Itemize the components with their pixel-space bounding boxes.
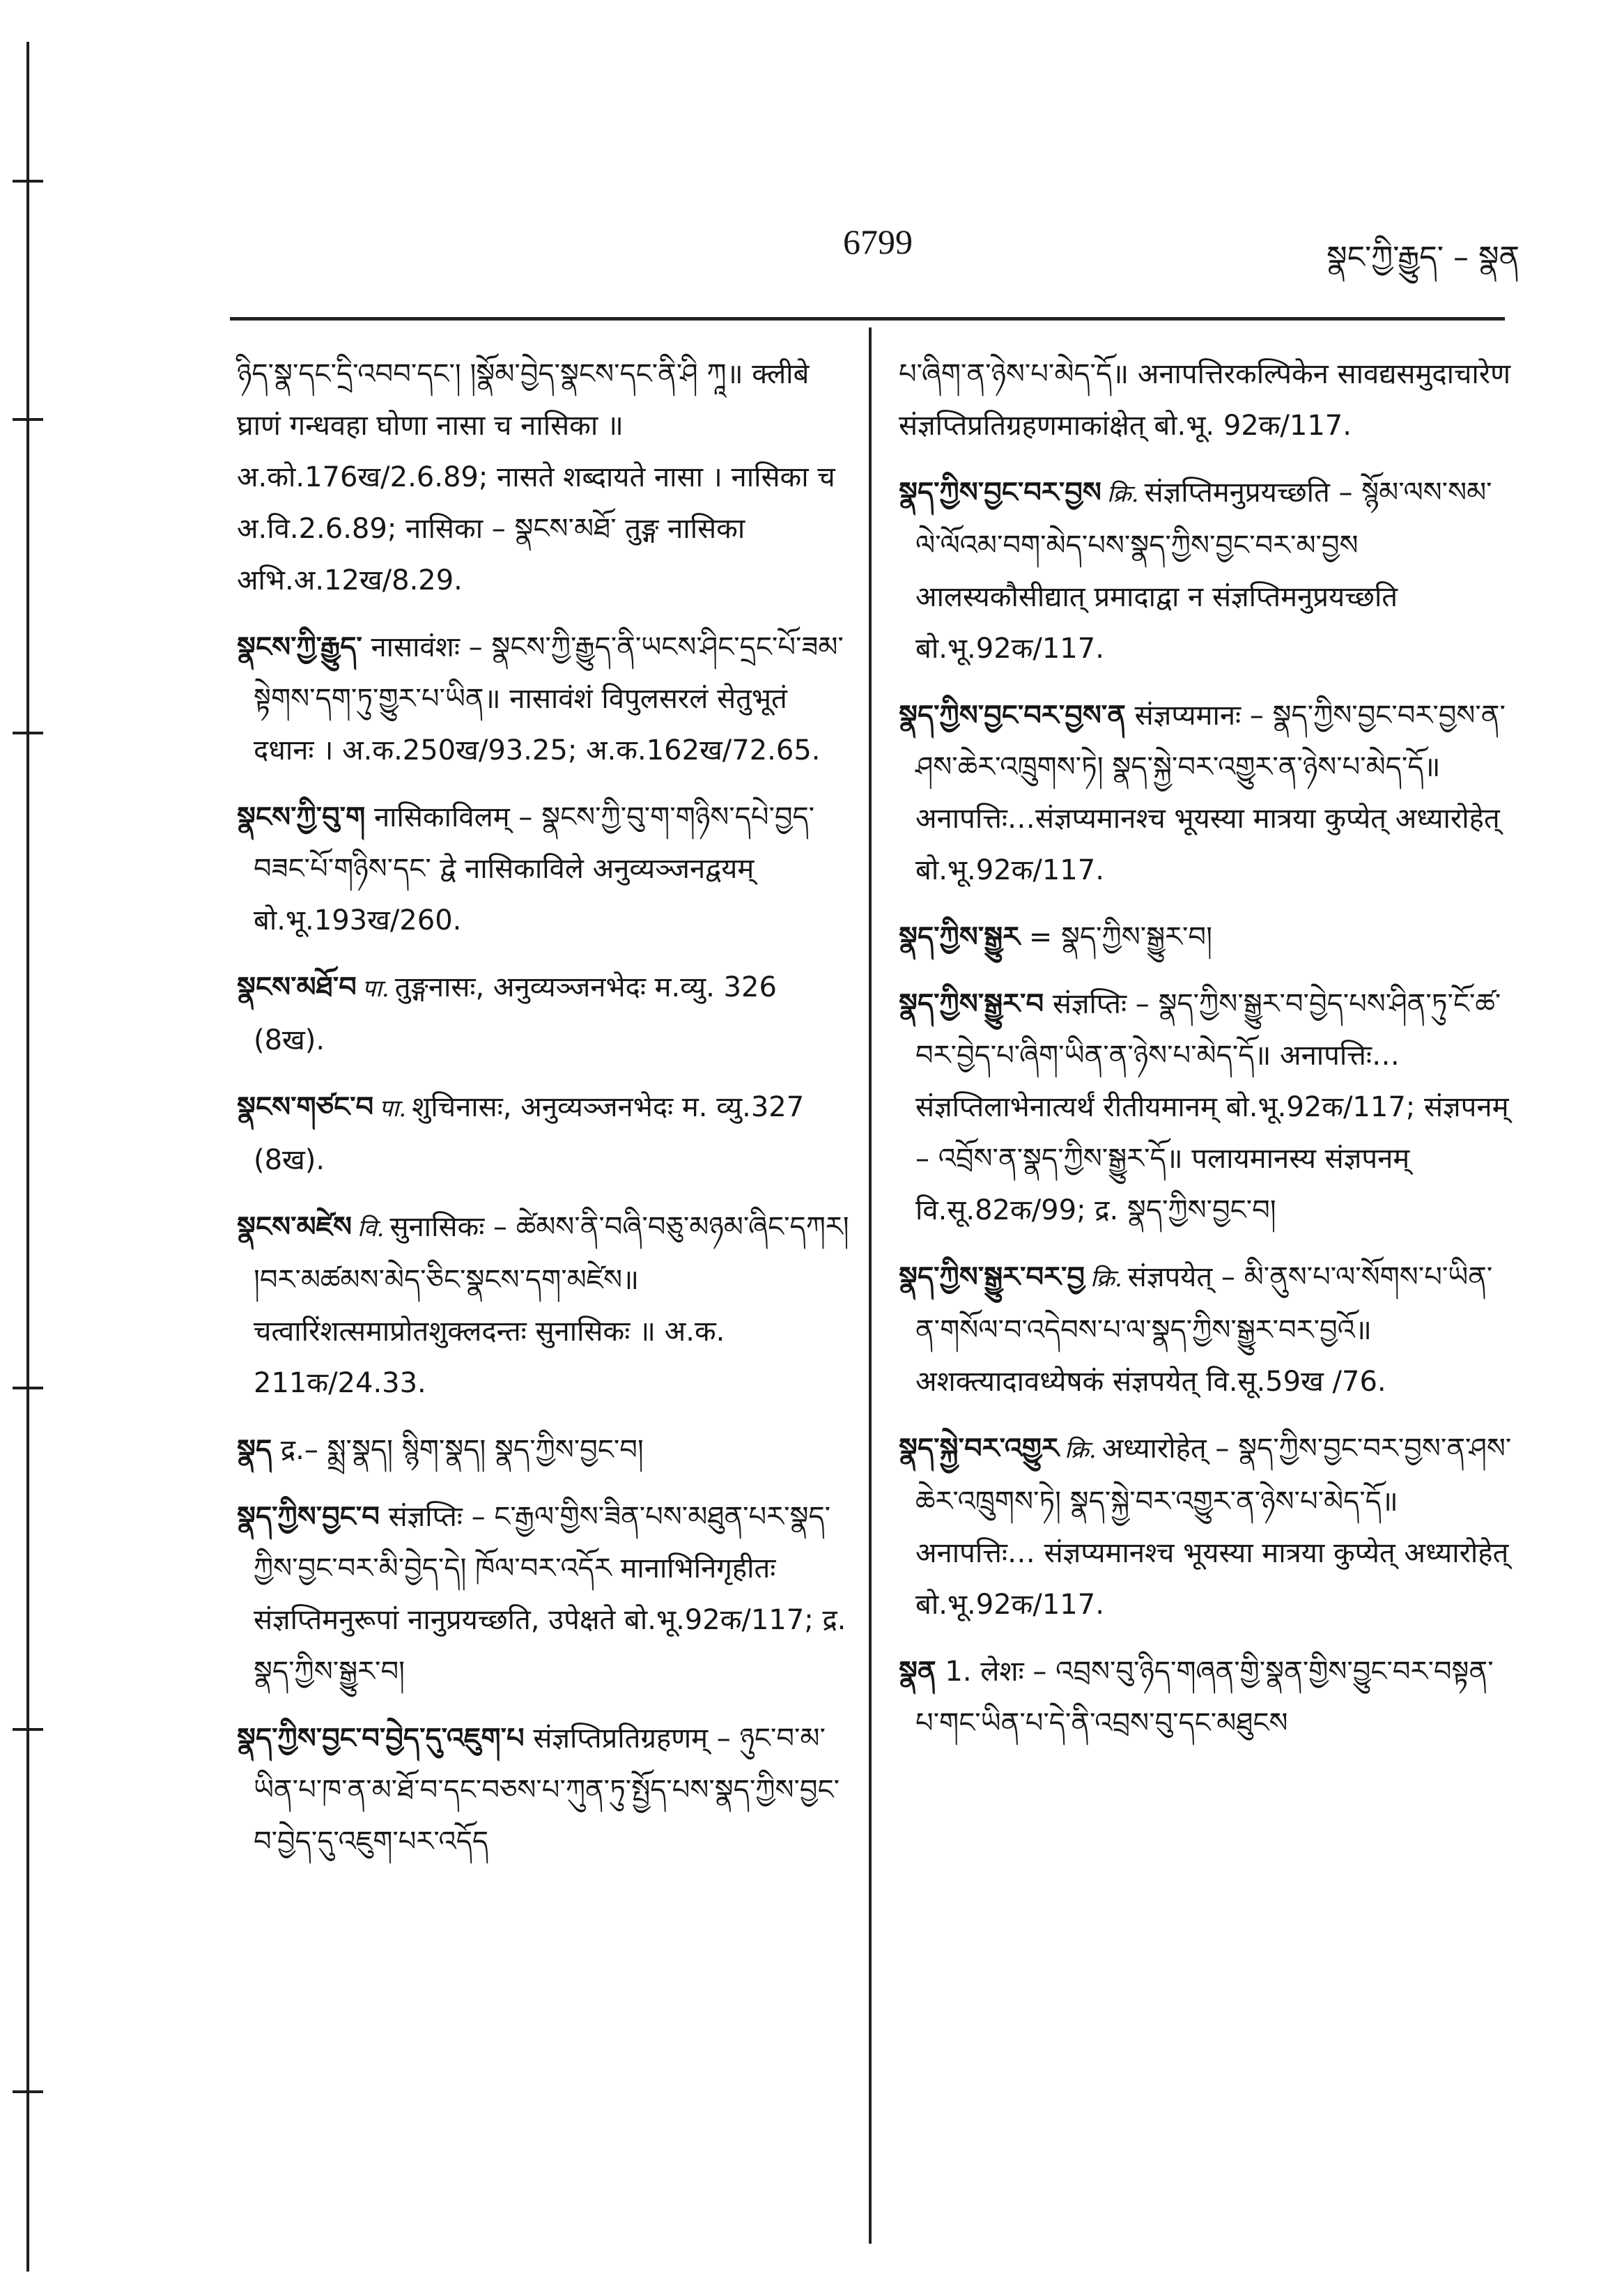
dictionary-entry xyxy=(899,467,1512,674)
entry-text: अध्यारोहेत् – སྣད་ཀྱིས་བྱང་བར་བྱས་ན་ཤས་ཆེར་འཁྲུགས་ཏེ། སྣད་སྐྱེ་བར་འགྱུར་ན་ཉེས་པ་མེད་དོ॥ अनापत्तिः… संज्ञप्यमानश्च भूयस्या मात्रया कुप्येत् अध्यारोहेत् बो.भू.92क/117. xyxy=(915,1433,1512,1621)
header-rule xyxy=(230,317,1505,321)
entry-text: तुङ्गनासः, अनुव्यञ्जनभेदः म.व्यु. 326 (8ख). xyxy=(254,971,777,1056)
headword: སྣད་ཀྱིས་སྒྱུར་བར་བྱ xyxy=(899,1261,1085,1293)
dictionary-entry xyxy=(899,978,1512,1236)
dictionary-entry xyxy=(237,1491,850,1697)
dictionary-entry xyxy=(237,1081,850,1186)
entry-text: संज्ञप्यमानः – སྣད་ཀྱིས་བྱང་བར་བྱས་ན་ཤས་ཆེར་འཁྲུགས་ཏེ། སྣད་སྐྱེ་བར་འགྱུར་ན་ཉེས་པ་མེད་དོ॥ अनापत्तिः…संज्ञप्यमानश्च भूयस्या मात्रया कुप्येत् अध्यारोहेत् बो.भू.92क/117. xyxy=(915,700,1506,886)
headword: སྣད་ཀྱིས་བྱང་བ xyxy=(237,1501,380,1533)
dictionary-entry xyxy=(899,690,1512,896)
dictionary-entry xyxy=(237,1713,850,1867)
margin-tick-6 xyxy=(13,2090,43,2093)
headword: སྣངས་ཀྱི་བུ་ག xyxy=(237,801,366,833)
dictionary-entry xyxy=(899,1423,1512,1630)
headword: སྣངས་མཐོ་བ xyxy=(237,971,357,1003)
headword: སྣད་ཀྱིས་སྒྱུར xyxy=(899,921,1021,953)
entry-text: संज्ञप्तिः – ང་རྒྱལ་གྱིས་ཟིན་པས་མཐུན་པར་སྣད་ཀྱིས་བྱང་བར་མི་བྱེད་དེ། ཁོལ་བར་འདོར मानाभिनिगृहीतः संज्ञप्तिमनुरूपां नानुप्रयच्छति, उपेक्षते बो.भू.92क/117; द्र. སྣད་ཀྱིས་སྒྱུར་བ། xyxy=(254,1501,846,1688)
dictionary-entry xyxy=(899,911,1512,963)
entry-text: द्र.– སྨྲ་སྣད། སྙིག་སྣད། སྣད་ཀྱིས་བྱང་བ། xyxy=(280,1434,644,1466)
column-divider xyxy=(869,327,872,2244)
margin-tick-3 xyxy=(13,732,43,734)
entry-text: = སྣད་ཀྱིས་སྒྱུར་བ། xyxy=(1028,921,1212,953)
running-head: སྣང་ཀྱི་རྒྱུད་ – སྣན xyxy=(1326,240,1519,275)
headword: སྣངས་མཛེས xyxy=(237,1211,352,1243)
headword: སྣད་ཀྱིས་བྱང་བར་བྱས་ན xyxy=(899,700,1126,732)
grammar-tag: पा. xyxy=(379,1095,407,1123)
dictionary-entry xyxy=(237,622,850,776)
entry-text: नासावंशः – སྣངས་ཀྱི་རྒྱུད་ནི་ཡངས་ཤིང་དྲང་པོ་ཟམ་སྟེགས་དག་ཏུ་གྱུར་པ་ཡིན॥ नासावंशं विपुलसरलं सेतुभूतं दधानः । अ.क.250ख/93.25; अ.क.162ख/72.65. xyxy=(254,631,844,766)
entry-text: संज्ञपयेत् – མི་ནུས་པ་ལ་སོགས་པ་ཡིན་ན་གསོལ་བ་འདེབས་པ་ལ་སྣད་ཀྱིས་སྒྱུར་བར་བྱའོ॥ अशक्त्यादावध्येषकं संज्ञपयेत् वि.सू.59ख /76. xyxy=(915,1261,1493,1398)
headword: སྣད་ཀྱིས་བྱང་བར་བྱས xyxy=(899,477,1101,509)
entry-text: संज्ञप्तिः – སྣད་ཀྱིས་སྒྱུར་བ་བྱེད་པས་ཤིན་ཏུ་ངོ་ཚ་བར་བྱེད་པ་ཞིག་ཡིན་ན་ཉེས་པ་མེད་དོ॥ अनापत्तिः… संज्ञप्तिलाभेनात्यर्थं रीतीयमानम् बो.भू.92क/117; संज्ञपनम् – འབྲོས་ན་སྣད་ཀྱིས་སྒྱུར་དོ॥ पलायमानस्य संज्ञपनम् वि.सू.82क/99; द्र. སྣད་ཀྱིས་བྱང་བ། xyxy=(915,988,1509,1226)
grammar-tag: वि. xyxy=(357,1215,385,1242)
margin-tick-2 xyxy=(13,418,43,421)
entry-text: शुचिनासः, अनुव्यञ्जनभेदः म. व्यु.327 (8ख). xyxy=(254,1091,805,1176)
grammar-tag: पा. xyxy=(362,975,389,1003)
left-column xyxy=(237,348,850,1883)
headword: སྣངས་གཙང་བ xyxy=(237,1091,374,1123)
dictionary-entry xyxy=(237,792,850,946)
headword: སྣད xyxy=(237,1434,272,1466)
headword: སྣད་ཀྱིས་བྱང་བ་བྱེད་དུ་འཇུག་པ xyxy=(237,1722,525,1755)
headword: སྣད་སྐྱེ་བར་འགྱུར xyxy=(899,1433,1059,1465)
margin-tick-1 xyxy=(13,180,43,183)
page-number: 6799 xyxy=(843,222,913,261)
headword: སྣན xyxy=(899,1656,936,1688)
entry-text: सुनासिकः – ཚེམས་ནི་བཞི་བཅུ་མཉམ་ཞིང་དཀར། །བར་མཚམས་མེད་ཅིང་སྣངས་དག་མཛེས॥ चत्वारिंशत्समाप्रोतशुक्लदन्तः सुनासिकः ॥ अ.क. 211क/24.33. xyxy=(254,1211,849,1399)
entry-continuation: ཉིད་སྣ་དང་དྲི་འབབ་དང་། །སྣོམ་བྱེད་སྣངས་དང་ནི་ཤི ཀཱ॥ क्लीबे घ्राणं गन्धवहा घोणा नासा च नासिका ॥ अ.को.176ख/2.6.89; नासते शब्दायते नासा । नासिका च अ.वि.2.6.89; नासिका – སྣངས་མཐོ་ तुङ्ग नासिका अभि.अ.12ख/8.29. xyxy=(237,358,835,596)
dictionary-entry xyxy=(237,962,850,1066)
headword: སྣངས་ཀྱི་རྒྱུད་ xyxy=(237,631,362,663)
entry-text: संज्ञप्तिप्रतिग्रहणम् – ཉུང་བ་མ་ཡིན་པ་ཁ་ན་མ་ཐོ་བ་དང་བཅས་པ་ཀུན་ཏུ་སྤྱོད་པས་སྣད་ཀྱིས་བྱང་བ་བྱེད་དུ་འཇུག་པར་འདོད xyxy=(254,1722,840,1858)
dictionary-entry xyxy=(237,1424,850,1476)
entry-text: नासिकाविलम् – སྣངས་ཀྱི་བུ་ག་གཉིས་དཔེ་བྱད་བཟང་པོ་གཉིས་དང་ द्वे नासिकाविले अनुव्यञ्जनद्वयम् बो.भू.193ख/260. xyxy=(254,801,815,936)
grammar-tag: क्रि. xyxy=(1106,480,1139,508)
grammar-tag: क्रि. xyxy=(1065,1436,1097,1464)
entry-text: संज्ञप्तिमनुप्रयच्छति – སྙོམ་ལས་སམ་ལེ་ལོའམ་བག་མེད་པས་སྣད་ཀྱིས་བྱང་བར་མ་བྱས आलस्यकौसीद्यात् प्रमादाद्वा न संज्ञप्तिमनुप्रयच्छति बो.भू.92क/117. xyxy=(915,477,1492,665)
entry-text: 1. लेशः – འབྲས་བུ་ཉིད་གཞན་གྱི་སྣན་གྱིས་བྱུང་བར་བསྟན་པ་གང་ཡིན་པ་དེ་ནི་འབྲས་བུ་དང་མཐུངས xyxy=(915,1656,1494,1739)
dictionary-entry xyxy=(899,1251,1512,1408)
left-margin-rule xyxy=(26,42,29,2272)
dictionary-entry xyxy=(237,1201,850,1409)
margin-tick-5 xyxy=(13,1728,43,1731)
grammar-tag: क्रि. xyxy=(1090,1265,1122,1293)
dictionary-entry xyxy=(899,1646,1512,1749)
headword: སྣད་ཀྱིས་སྒྱུར་བ xyxy=(899,988,1044,1020)
right-column xyxy=(899,348,1512,1764)
entry-continuation: པ་ཞིག་ན་ཉེས་པ་མེད་དོ॥ अनापत्तिरकल्पिकेन सावद्यसमुदाचारेण संज्ञप्तिप्रतिग्रहणमाकांक्षेत् बो.भू. 92क/117. xyxy=(899,358,1511,442)
margin-tick-4 xyxy=(13,1387,43,1389)
